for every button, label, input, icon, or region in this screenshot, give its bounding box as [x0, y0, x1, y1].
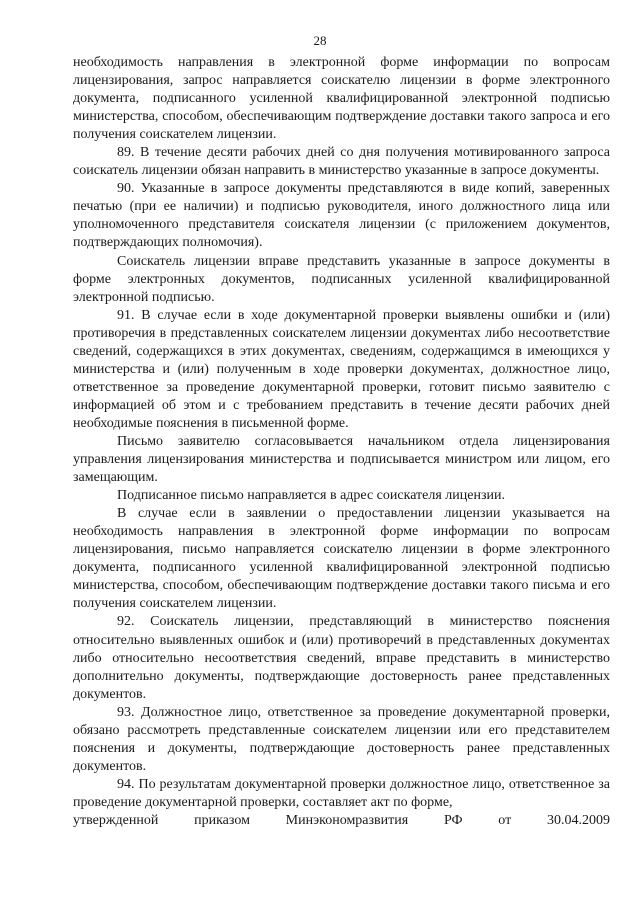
paragraph-90: 90. Указанные в запросе документы представляются в виде копий, заверенных печатью (при ее наличии) и подписью руководителя, иного должностного лица или уполномоченного представителя соискателя лицензии (с приложением документов, подтверждающих полномочия). [73, 181, 610, 251]
paragraph-91: 91. В случае если в ходе документарной проверки выявлены ошибки и (или) противоречия в представленных соискателем лицензии документах либо несоответствие сведений, содержащихся в этих документах, сведениям, содержащимся в имеющихся у министерства и (или) полученным в ходе проверки документах, должностное лицо, ответственное за проведение документарной проверки, готовит письмо заявителю с информацией об этом и с требованием представить в течение десяти рабочих дней необходимые пояснения в письменной форме. [73, 307, 610, 431]
paragraph-93: 93. Должностное лицо, ответственное за проведение документарной проверки, обязано рассмотреть представленные соискателем лицензии или его представителем пояснения и документы, подтверждающие достоверность ранее представленных документов. [73, 704, 610, 774]
paragraph-90-electronic: Соискатель лицензии вправе представить указанные в запросе документы в форме электронных документов, подписанных усиленной квалифицированной электронной подписью. [73, 253, 610, 305]
document-body [73, 54, 610, 830]
paragraph-89: 89. В течение десяти рабочих дней со дня получения мотивированного запроса соискатель лицензии обязан направить в министерство указанные в запросе документы. [73, 145, 610, 179]
paragraph-94-final-line: утвержденной приказом Минэкономразвития РФ от 30.04.2009 [73, 812, 610, 828]
paragraph-continuation: необходимость направления в электронной форме информации по вопросам лицензирования, запрос направляется соискателю лицензии в форме электронного документа, подписанного усиленной квалифицированной электронной подписью министерства, способом, обеспечивающим подтверждение доставки такого запроса и его получения соискателем лицензии. [73, 55, 610, 143]
paragraph-91-letter-sent: Подписанное письмо направляется в адрес соискателя лицензии. [117, 488, 505, 504]
paragraph-94 [73, 776, 610, 830]
paragraph-91-letter-approval: Письмо заявителю согласовывается начальником отдела лицензирования управления лицензирования министерства и подписывается министром или лицом, его замещающим. [73, 433, 610, 486]
page-number: 28 [313, 33, 327, 48]
paragraph-92: 92. Соискатель лицензии, представляющий в министерство пояснения относительно выявленных ошибок и (или) противоречий в представленных документах либо относительно несоответствия сведений, вправе представить в министерство дополнительно документы, подтверждающие достоверность ранее представленных документов. [73, 614, 610, 702]
paragraph-91-electronic: В случае если в заявлении о предоставлении лицензии указывается на необходимость направления в электронной форме информации по вопросам лицензирования, письмо направляется соискателю лицензии в форме электронного документа, подписанного усиленной квалифицированной электронной подписью министерства, способом, обеспечивающим подтверждение доставки такого письма и его получения соискателем лицензии. [73, 506, 610, 612]
paragraph-94-text: 94. По результатам документарной проверки должностное лицо, ответственное за проведение документарной проверки, составляет акт по форме, [73, 776, 610, 810]
